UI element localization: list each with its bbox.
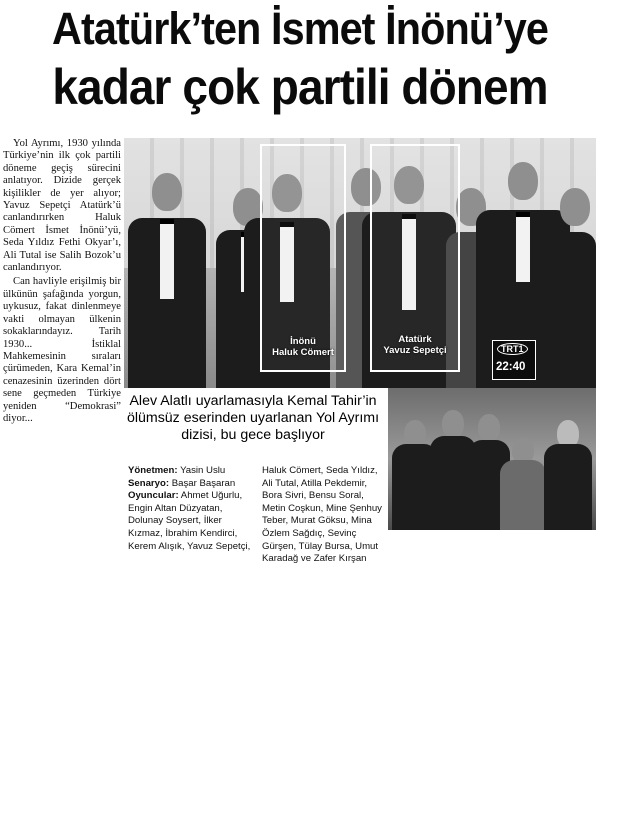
label-inonu: İnönü Haluk Cömert bbox=[272, 336, 334, 358]
trt1-logo-icon: TRT1 bbox=[497, 343, 528, 355]
cast-list-left: Ahmet Uğurlu, Engin Altan Düzyatan, Dolunay Soysert, İlker Kızmaz, İbrahim Kendirci, Kerem Alışık, Yavuz Sepetçi, bbox=[128, 490, 251, 552]
scene-photo bbox=[388, 388, 596, 530]
article-body bbox=[3, 138, 121, 425]
director-label: Yönetmen: bbox=[128, 465, 178, 476]
photo-person bbox=[544, 420, 592, 530]
series-title-vertical: Yol Ayrımı bbox=[596, 237, 635, 290]
article-paragraph: Can havliyle erişilmiş bir ülkünün şafağında yorgun, uykusuz, fakat dinlenmeye vakti olmayan ülkenin sokaklarındayız. Tarih 1930... İstiklal Mahkemesinin sıraları çürümeden, Kara Kemal’in cenazesinin üzerinden dört sene geçmeden Türkiye yeniden “Demokrasi” diyor... bbox=[3, 276, 121, 424]
article-paragraph: Yol Ayrımı, 1930 yılında Türkiye’nin ilk çok partili döneme geçiş sürecini anlatıyor. Dizide gerçek kişilikler de yer alıyor; Yavuz Sepetçi Atatürk’ü canlandırırken Haluk Cömert İsmet İnönü’yü, Seda Yıldız Fethi Okyar’ı, Ali Tutal ise Salih Bozok’u canlandırıyor. bbox=[3, 138, 121, 274]
cast-list-right: Haluk Cömert, Seda Yıldız, Ali Tutal, Atilla Pekdemir, Bora Sivri, Bensu Soral, Metin Coşkun, Mine Şenhuy Teber, Murat Göksu, Mina Özlem Sağdıç, Sevinç Gürşen, Tülay Bursa, Umut Karadağ ve Zafer Kırşan bbox=[262, 465, 382, 565]
director-name: Yasin Uslu bbox=[180, 465, 226, 476]
cast-label: Oyuncular: bbox=[128, 490, 179, 502]
label-ataturk: Atatürk Yavuz Sepetçi bbox=[383, 334, 447, 356]
photo-person bbox=[554, 188, 596, 388]
writer-name: Başar Başaran bbox=[171, 477, 236, 489]
photo-caption: Alev Alatlı uyarlamasıyla Kemal Tahir’in ölümsüz eserinden uyarlanan Yol Ayrımı dizisi, bu gece başlıyor bbox=[124, 393, 382, 447]
headline-line-1: Atatürk’ten İsmet İnönü’ye bbox=[52, 3, 548, 54]
photo-person bbox=[500, 438, 546, 530]
writer-label: Senaryo: bbox=[128, 477, 170, 489]
headline-line-2: kadar çok partili dönem bbox=[52, 59, 548, 115]
broadcast-time: 22:40 bbox=[496, 361, 526, 373]
cast-photo bbox=[124, 138, 635, 388]
channel-badge bbox=[492, 340, 536, 380]
photo-person bbox=[128, 173, 206, 388]
